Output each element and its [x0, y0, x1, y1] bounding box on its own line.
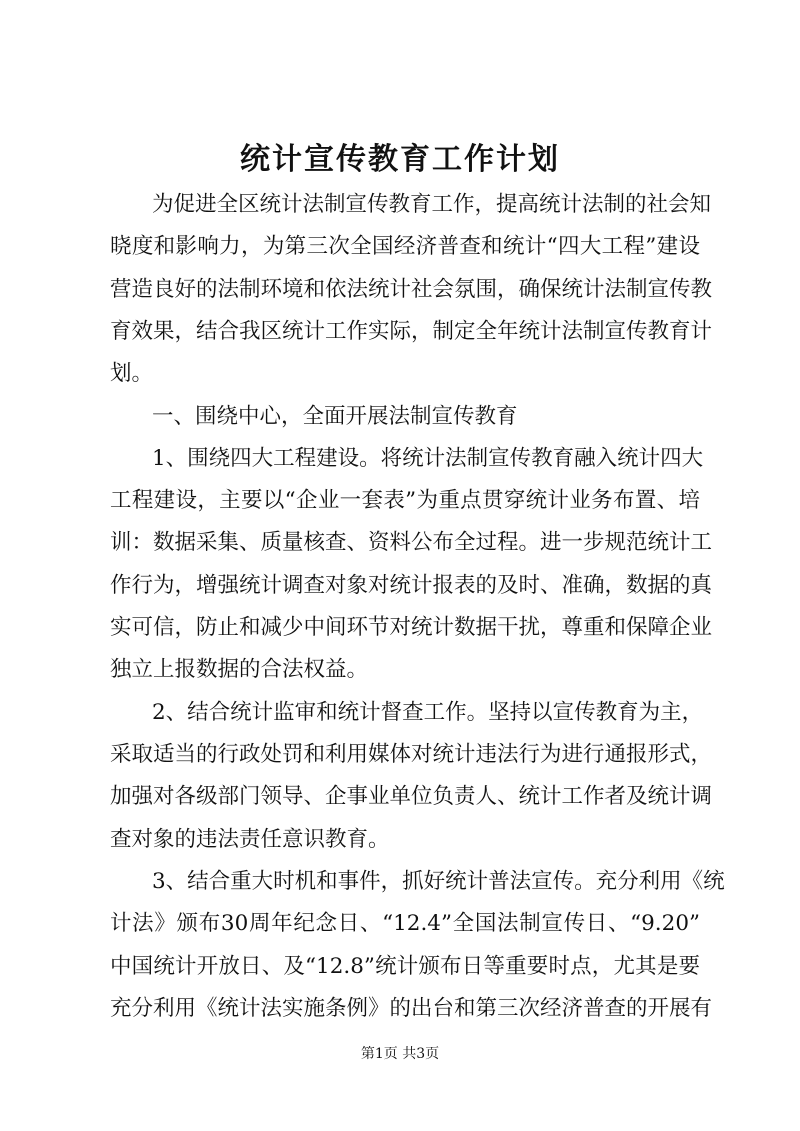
paragraph-3-line-2: 采取适当的行政处罚和利用媒体对统计违法行为进行通报形式， [110, 742, 713, 767]
paragraph-2-line-4: 作行为，增强统计调查对象对统计报表的及时、准确，数据的真 [110, 573, 713, 598]
paragraph-1-line-5: 划。 [110, 361, 154, 386]
paragraph-4-line-2: 计法》颁布30周年纪念日、“12.4”全国法制宣传日、“9.20” [110, 911, 700, 936]
page-footer: 第1页 共3页 [360, 1046, 440, 1062]
section-heading: 一、围绕中心，全面开展法制宣传教育 [152, 404, 518, 429]
paragraph-3-line-1: 2、结合统计监审和统计督查工作。坚持以宣传教育为主， [152, 700, 704, 725]
paragraph-1-line-2: 晓度和影响力，为第三次全国经济普查和统计“四大工程”建设 [110, 234, 700, 259]
paragraph-1-line-4: 育效果，结合我区统计工作实际，制定全年统计法制宣传教育计 [110, 319, 713, 344]
paragraph-3-line-4: 查对象的违法责任意识教育。 [110, 827, 390, 852]
paragraph-1-line-3: 营造良好的法制环境和依法统计社会氛围，确保统计法制宣传教 [110, 277, 713, 302]
paragraph-2-line-2: 工程建设，主要以“企业一套表”为重点贯穿统计业务布置、培 [110, 488, 700, 513]
paragraph-3-line-3: 加强对各级部门领导、企事业单位负责人、统计工作者及统计调 [110, 784, 713, 809]
paragraph-2-line-3: 训：数据采集、质量核查、资料公布全过程。进一步规范统计工 [110, 530, 713, 555]
paragraph-4-line-3: 中国统计开放日、及“12.8”统计颁布日等重要时点，尤其是要 [110, 954, 700, 979]
paragraph-1-line-1: 为促进全区统计法制宣传教育工作，提高统计法制的社会知 [152, 192, 712, 217]
document-title: 统计宣传教育工作计划 [240, 142, 560, 177]
paragraph-2-line-5: 实可信，防止和减少中间环节对统计数据干扰，尊重和保障企业 [110, 615, 713, 640]
paragraph-2-line-1: 1、围绕四大工程建设。将统计法制宣传教育融入统计四大 [152, 446, 704, 471]
paragraph-4-line-4: 充分利用《统计法实施条例》的出台和第三次经济普查的开展有 [110, 996, 713, 1021]
paragraph-4-line-1: 3、结合重大时机和事件，抓好统计普法宣传。充分利用《统 [152, 869, 725, 894]
paragraph-2-line-6: 独立上报数据的合法权益。 [110, 657, 369, 682]
